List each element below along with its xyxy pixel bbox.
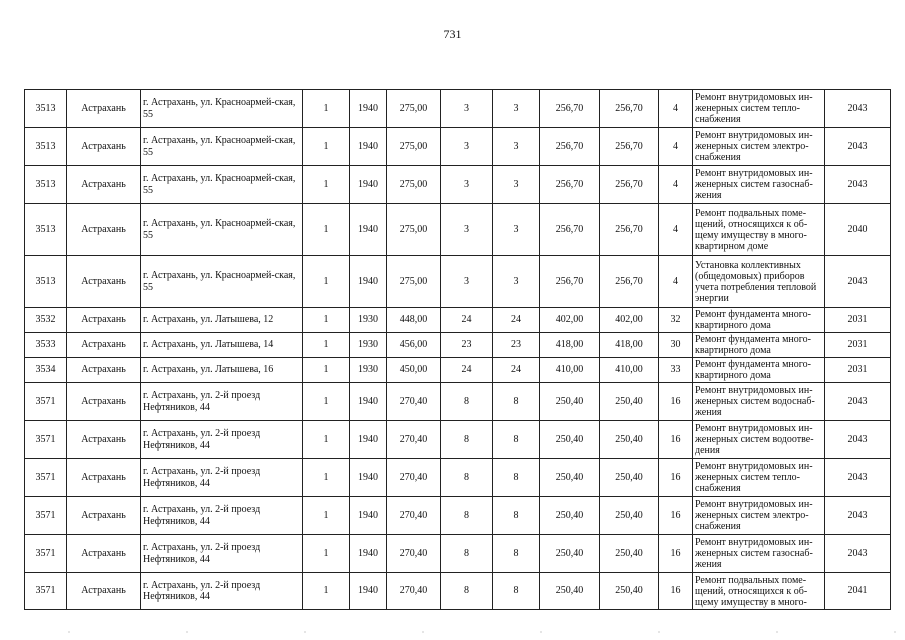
table-row <box>25 90 891 128</box>
cell-area-residential: 250,40 <box>540 535 600 573</box>
cell-work-type: Ремонт фундамента много-квартирного дома <box>693 358 825 383</box>
cell-year: 1940 <box>350 90 387 128</box>
cell-year: 1930 <box>350 308 387 333</box>
cell-units-residential: 24 <box>493 358 540 383</box>
cell-work-type: Ремонт внутридомовых ин-женерных систем тепло-снабжения <box>693 459 825 497</box>
page-number: 731 <box>443 27 462 41</box>
cell-residents: 16 <box>659 497 693 535</box>
cell-city: Астрахань <box>67 128 141 166</box>
cell-area-total: 270,40 <box>387 459 441 497</box>
cell-work-type: Ремонт внутридомовых ин-женерных систем электро-снабжения <box>693 128 825 166</box>
cell-address: г. Астрахань, ул. 2-й проезд Нефтяников, 44 <box>141 383 303 421</box>
table-row <box>25 459 891 497</box>
cell-plan-year: 2041 <box>825 573 891 610</box>
cell-year: 1940 <box>350 497 387 535</box>
cell-city: Астрахань <box>67 358 141 383</box>
cell-floors: 1 <box>303 383 350 421</box>
cell-residents: 16 <box>659 535 693 573</box>
cell-id: 3532 <box>25 308 67 333</box>
cell-residents: 4 <box>659 128 693 166</box>
cell-year: 1940 <box>350 535 387 573</box>
cell-area-total: 275,00 <box>387 204 441 256</box>
cell-work-type: Ремонт фундамента много-квартирного дома <box>693 333 825 358</box>
cell-units-residential: 3 <box>493 204 540 256</box>
cell-units-total: 3 <box>441 90 493 128</box>
cell-area-private: 256,70 <box>600 166 659 204</box>
cell-residents: 32 <box>659 308 693 333</box>
cell-residents: 4 <box>659 90 693 128</box>
cell-city: Астрахань <box>67 308 141 333</box>
cell-units-residential: 8 <box>493 573 540 610</box>
cell-city: Астрахань <box>67 421 141 459</box>
table-row <box>25 333 891 358</box>
cell-residents: 4 <box>659 256 693 308</box>
table-row <box>25 308 891 333</box>
cell-address: г. Астрахань, ул. 2-й проезд Нефтяников, 44 <box>141 535 303 573</box>
cell-city: Астрахань <box>67 90 141 128</box>
cell-plan-year: 2043 <box>825 535 891 573</box>
cell-area-residential: 256,70 <box>540 204 600 256</box>
cell-id: 3571 <box>25 383 67 421</box>
cell-work-type: Ремонт внутридомовых ин-женерных систем электро-снабжения <box>693 497 825 535</box>
cell-units-total: 24 <box>441 308 493 333</box>
table-row <box>25 573 891 610</box>
cell-units-residential: 8 <box>493 459 540 497</box>
cell-area-residential: 256,70 <box>540 166 600 204</box>
cell-area-private: 256,70 <box>600 128 659 166</box>
cell-area-private: 250,40 <box>600 573 659 610</box>
cell-id: 3533 <box>25 333 67 358</box>
table-row <box>25 383 891 421</box>
cell-units-total: 8 <box>441 573 493 610</box>
cell-id: 3513 <box>25 90 67 128</box>
table-row <box>25 421 891 459</box>
cell-area-private: 418,00 <box>600 333 659 358</box>
cell-plan-year: 2043 <box>825 421 891 459</box>
cell-id: 3513 <box>25 204 67 256</box>
cell-residents: 16 <box>659 421 693 459</box>
cell-id: 3534 <box>25 358 67 383</box>
cell-id: 3513 <box>25 256 67 308</box>
cell-work-type: Ремонт подвальных поме-щений, относящихся к об-щему имуществу в много-квартирном доме <box>693 204 825 256</box>
cell-city: Астрахань <box>67 459 141 497</box>
cell-units-total: 8 <box>441 535 493 573</box>
cell-year: 1940 <box>350 256 387 308</box>
cell-plan-year: 2043 <box>825 90 891 128</box>
cell-area-residential: 402,00 <box>540 308 600 333</box>
cell-plan-year: 2043 <box>825 497 891 535</box>
cell-floors: 1 <box>303 358 350 383</box>
cell-area-residential: 250,40 <box>540 497 600 535</box>
cell-work-type: Установка коллективных (общедомовых) приборов учета потребления тепловой энергии <box>693 256 825 308</box>
cell-area-residential: 250,40 <box>540 421 600 459</box>
cell-area-total: 275,00 <box>387 90 441 128</box>
cell-id: 3571 <box>25 459 67 497</box>
table-row <box>25 535 891 573</box>
cell-address: г. Астрахань, ул. 2-й проезд Нефтяников, 44 <box>141 421 303 459</box>
cell-city: Астрахань <box>67 204 141 256</box>
cell-residents: 30 <box>659 333 693 358</box>
cell-floors: 1 <box>303 166 350 204</box>
cell-address: г. Астрахань, ул. Красноармей-ская, 55 <box>141 166 303 204</box>
cell-units-total: 3 <box>441 128 493 166</box>
cell-work-type: Ремонт внутридомовых ин-женерных систем водоснаб-жения <box>693 383 825 421</box>
cell-plan-year: 2040 <box>825 204 891 256</box>
cell-id: 3513 <box>25 128 67 166</box>
cell-units-total: 23 <box>441 333 493 358</box>
cell-plan-year: 2043 <box>825 166 891 204</box>
cell-floors: 1 <box>303 128 350 166</box>
cell-plan-year: 2043 <box>825 128 891 166</box>
cell-work-type: Ремонт внутридомовых ин-женерных систем водоотве-дения <box>693 421 825 459</box>
cell-area-private: 250,40 <box>600 459 659 497</box>
cell-area-private: 410,00 <box>600 358 659 383</box>
cell-id: 3571 <box>25 497 67 535</box>
cell-area-residential: 250,40 <box>540 573 600 610</box>
cell-floors: 1 <box>303 535 350 573</box>
cell-work-type: Ремонт фундамента много-квартирного дома <box>693 308 825 333</box>
cell-area-total: 270,40 <box>387 535 441 573</box>
cell-area-private: 256,70 <box>600 256 659 308</box>
cell-area-residential: 410,00 <box>540 358 600 383</box>
cell-area-residential: 250,40 <box>540 459 600 497</box>
cell-year: 1940 <box>350 459 387 497</box>
cell-residents: 16 <box>659 459 693 497</box>
cell-area-private: 250,40 <box>600 497 659 535</box>
table-row <box>25 166 891 204</box>
cell-units-residential: 23 <box>493 333 540 358</box>
cell-units-residential: 8 <box>493 497 540 535</box>
cell-residents: 4 <box>659 204 693 256</box>
cell-address: г. Астрахань, ул. 2-й проезд Нефтяников, 44 <box>141 497 303 535</box>
cell-units-residential: 3 <box>493 256 540 308</box>
cell-work-type: Ремонт внутридомовых ин-женерных систем газоснаб-жения <box>693 535 825 573</box>
cell-city: Астрахань <box>67 256 141 308</box>
cell-work-type: Ремонт подвальных поме-щений, относящихся к об-щему имуществу в много- <box>693 573 825 610</box>
cell-residents: 16 <box>659 383 693 421</box>
cell-area-private: 250,40 <box>600 535 659 573</box>
cell-address: г. Астрахань, ул. Латышева, 14 <box>141 333 303 358</box>
cell-area-total: 456,00 <box>387 333 441 358</box>
cell-area-residential: 418,00 <box>540 333 600 358</box>
cell-year: 1940 <box>350 383 387 421</box>
table-body <box>25 90 891 610</box>
cell-floors: 1 <box>303 573 350 610</box>
cell-area-residential: 256,70 <box>540 256 600 308</box>
cell-units-residential: 3 <box>493 128 540 166</box>
cell-area-residential: 256,70 <box>540 128 600 166</box>
cell-address: г. Астрахань, ул. Красноармей-ская, 55 <box>141 256 303 308</box>
cell-units-residential: 8 <box>493 535 540 573</box>
cell-year: 1930 <box>350 333 387 358</box>
cell-residents: 33 <box>659 358 693 383</box>
cell-floors: 1 <box>303 459 350 497</box>
cell-year: 1930 <box>350 358 387 383</box>
cell-city: Астрахань <box>67 535 141 573</box>
cell-area-total: 270,40 <box>387 383 441 421</box>
cell-units-total: 8 <box>441 497 493 535</box>
cell-floors: 1 <box>303 90 350 128</box>
cell-units-total: 8 <box>441 459 493 497</box>
cell-year: 1940 <box>350 166 387 204</box>
cell-plan-year: 2031 <box>825 308 891 333</box>
cell-id: 3513 <box>25 166 67 204</box>
table-row <box>25 358 891 383</box>
cell-address: г. Астрахань, ул. Латышева, 16 <box>141 358 303 383</box>
table-row <box>25 497 891 535</box>
cell-address: г. Астрахань, ул. Красноармей-ская, 55 <box>141 90 303 128</box>
cell-address: г. Астрахань, ул. Красноармей-ская, 55 <box>141 204 303 256</box>
table-row <box>25 204 891 256</box>
cell-id: 3571 <box>25 421 67 459</box>
cell-city: Астрахань <box>67 166 141 204</box>
cell-area-private: 402,00 <box>600 308 659 333</box>
cell-plan-year: 2031 <box>825 358 891 383</box>
cell-area-private: 250,40 <box>600 383 659 421</box>
cell-units-residential: 24 <box>493 308 540 333</box>
cell-plan-year: 2031 <box>825 333 891 358</box>
cell-plan-year: 2043 <box>825 459 891 497</box>
cell-area-private: 250,40 <box>600 421 659 459</box>
cell-address: г. Астрахань, ул. Красноармей-ская, 55 <box>141 128 303 166</box>
cell-work-type: Ремонт внутридомовых ин-женерных систем тепло-снабжения <box>693 90 825 128</box>
cell-area-total: 270,40 <box>387 497 441 535</box>
capital-repair-table <box>24 89 891 610</box>
cell-plan-year: 2043 <box>825 256 891 308</box>
cell-year: 1940 <box>350 421 387 459</box>
cell-residents: 4 <box>659 166 693 204</box>
cell-units-residential: 3 <box>493 90 540 128</box>
cell-units-residential: 8 <box>493 421 540 459</box>
cell-units-total: 24 <box>441 358 493 383</box>
cell-units-total: 3 <box>441 204 493 256</box>
cell-units-residential: 3 <box>493 166 540 204</box>
cell-area-residential: 250,40 <box>540 383 600 421</box>
scan-artifact <box>0 630 905 634</box>
cell-city: Астрахань <box>67 383 141 421</box>
cell-city: Астрахань <box>67 497 141 535</box>
table-row <box>25 128 891 166</box>
cell-residents: 16 <box>659 573 693 610</box>
cell-floors: 1 <box>303 256 350 308</box>
cell-floors: 1 <box>303 497 350 535</box>
cell-address: г. Астрахань, ул. Латышева, 12 <box>141 308 303 333</box>
cell-area-total: 275,00 <box>387 256 441 308</box>
cell-units-residential: 8 <box>493 383 540 421</box>
table-row <box>25 256 891 308</box>
cell-area-residential: 256,70 <box>540 90 600 128</box>
cell-area-total: 270,40 <box>387 421 441 459</box>
cell-id: 3571 <box>25 535 67 573</box>
cell-units-total: 8 <box>441 383 493 421</box>
cell-area-private: 256,70 <box>600 90 659 128</box>
cell-address: г. Астрахань, ул. 2-й проезд Нефтяников, 44 <box>141 573 303 610</box>
cell-area-total: 448,00 <box>387 308 441 333</box>
cell-city: Астрахань <box>67 333 141 358</box>
cell-address: г. Астрахань, ул. 2-й проезд Нефтяников, 44 <box>141 459 303 497</box>
cell-year: 1940 <box>350 128 387 166</box>
cell-year: 1940 <box>350 573 387 610</box>
cell-units-total: 3 <box>441 256 493 308</box>
cell-units-total: 3 <box>441 166 493 204</box>
cell-floors: 1 <box>303 333 350 358</box>
cell-floors: 1 <box>303 308 350 333</box>
cell-area-total: 275,00 <box>387 128 441 166</box>
cell-floors: 1 <box>303 204 350 256</box>
cell-area-total: 270,40 <box>387 573 441 610</box>
cell-area-private: 256,70 <box>600 204 659 256</box>
cell-work-type: Ремонт внутридомовых ин-женерных систем газоснаб-жения <box>693 166 825 204</box>
cell-area-total: 275,00 <box>387 166 441 204</box>
cell-area-total: 450,00 <box>387 358 441 383</box>
cell-floors: 1 <box>303 421 350 459</box>
cell-id: 3571 <box>25 573 67 610</box>
cell-plan-year: 2043 <box>825 383 891 421</box>
cell-city: Астрахань <box>67 573 141 610</box>
cell-year: 1940 <box>350 204 387 256</box>
cell-units-total: 8 <box>441 421 493 459</box>
